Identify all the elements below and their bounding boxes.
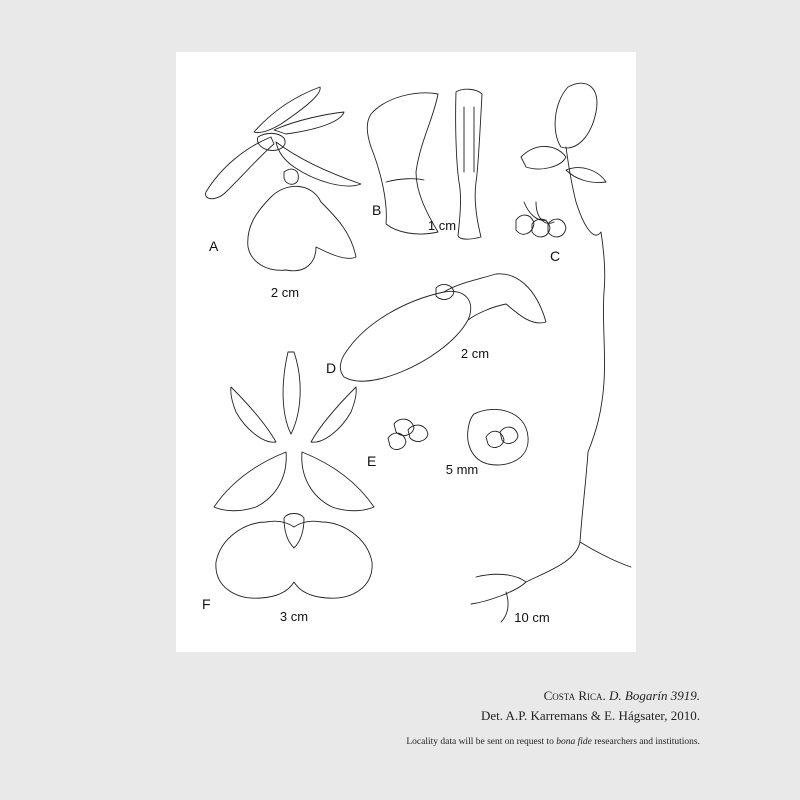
illustration-plate: [176, 52, 636, 652]
scale-label-c: 10 cm: [514, 610, 550, 625]
botanical-drawing: [176, 52, 636, 652]
panel-label-d: D: [326, 360, 337, 376]
scale-label-b: 1 cm: [427, 218, 457, 233]
panel-label-b: B: [372, 202, 382, 218]
perianth-drawing-f: [214, 352, 377, 598]
panel-label-a: A: [209, 238, 219, 254]
panel-label-e: E: [367, 453, 377, 469]
scale-bar-b: [390, 218, 494, 240]
scale-label-f: 3 cm: [279, 609, 309, 624]
scale-label-e: 5 mm: [445, 462, 479, 477]
caption-specimen: [544, 688, 700, 704]
panel-label-f: F: [202, 596, 211, 612]
scale-label-a: 2 cm: [270, 285, 300, 300]
flower-drawing-a: [206, 87, 361, 271]
caption-note: [406, 737, 700, 747]
scale-bar-e: [402, 462, 522, 484]
caption-note-prefix: Locality data will be sent on request to: [406, 737, 554, 747]
column-drawing-b: [367, 89, 482, 239]
caption-collector: D. Bogarín 3919.: [609, 688, 700, 703]
panel-label-c: C: [550, 248, 561, 264]
caption-note-italic: bona fide: [556, 737, 592, 747]
caption-note-suffix: researchers and institutions.: [594, 737, 700, 747]
caption-country: Costa Rica.: [543, 688, 606, 703]
scale-bar-f: [221, 609, 367, 631]
pollinia-drawing-e: [388, 409, 528, 465]
scale-bar-d: [438, 346, 512, 368]
caption-determination: Det. A.P. Karremans & E. Hágsater, 2010.: [481, 708, 700, 723]
scale-label-d: 2 cm: [460, 346, 490, 361]
scale-bar-c: [472, 610, 592, 632]
scale-bar-a: [225, 285, 345, 307]
